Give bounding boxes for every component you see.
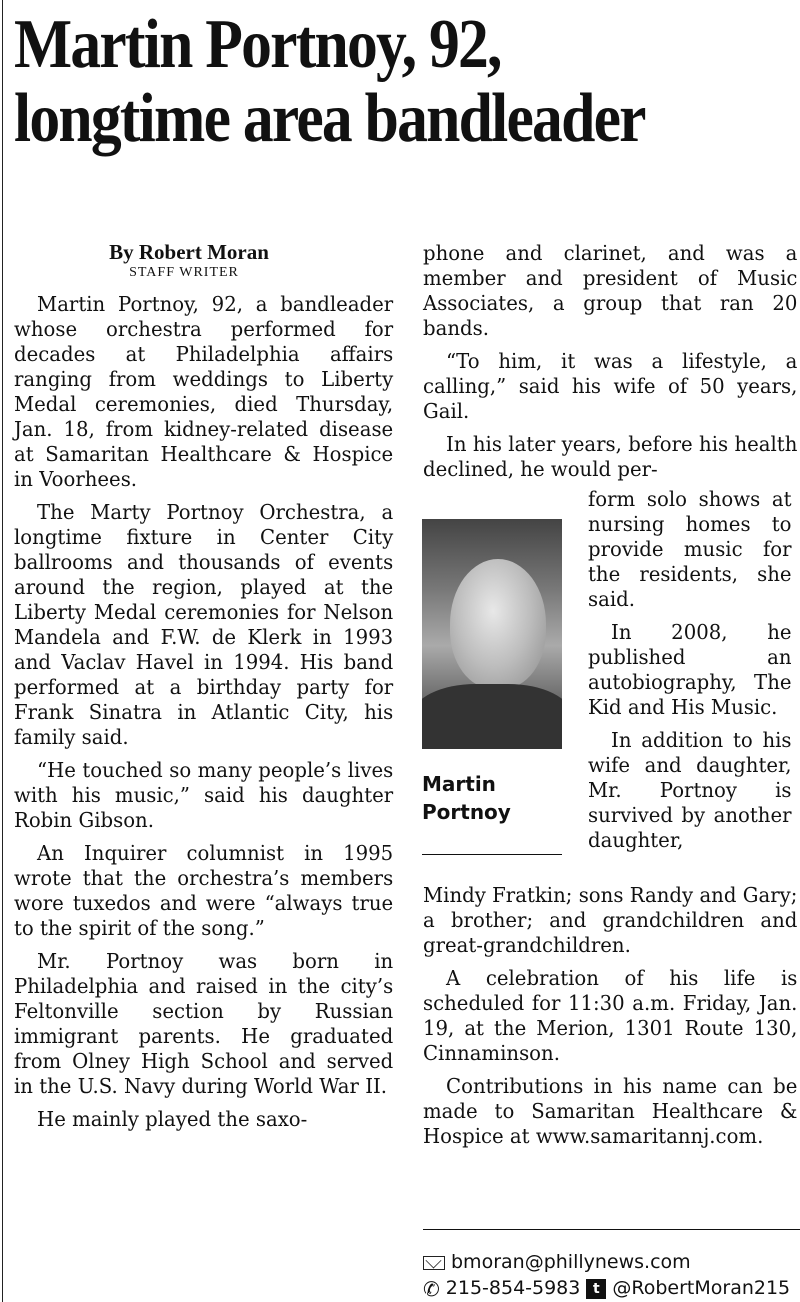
portrait-face [450, 559, 546, 689]
twitter-handle[interactable]: @RobertMoran215 [612, 1277, 791, 1299]
article-column-right-bottom [423, 883, 797, 1157]
paragraph: In his later years, before his health declined, he would per- [423, 432, 798, 481]
paragraph: “He touched so many people’s lives with his music,” said his daughter Robin Gibson. [14, 758, 394, 832]
contact-phone [423, 1276, 790, 1301]
caption-line-1: Martin [422, 772, 496, 796]
article-column-wrap [588, 487, 792, 861]
contact-email [423, 1250, 691, 1274]
paragraph: form solo shows at nursing homes to provide music for the residents, she said. [588, 487, 792, 611]
paragraph: Mr. Portnoy was born in Philadelphia and raised in the city’s Feltonville section by Russian immigrant parents. He graduated from Olney High School and served in the U.S. Navy during World War II. [14, 949, 394, 1098]
envelope-icon [423, 1256, 445, 1270]
portrait-photo [422, 519, 562, 749]
paragraph: Mindy Fratkin; sons Randy and Gary; a brother; and grandchildren and great-grandchildren. [423, 883, 798, 957]
paragraph: A celebration of his life is scheduled for 11:30 a.m. Friday, Jan. 19, at the Merion, 1301 Route 130, Cinnaminson. [423, 966, 798, 1065]
paragraph: The Marty Portnoy Orchestra, a longtime fixture in Center City ballrooms and thousands of events around the region, played at the Liberty Medal ceremonies for Nelson Mandela and F.W. de Klerk in 1993 and Vaclav Havel in 1994. His band performed at a birthday party for Frank Sinatra in Atlantic City, his family said. [14, 500, 394, 749]
caption-rule [422, 854, 562, 855]
headline [14, 8, 704, 156]
photo-caption [422, 770, 562, 826]
byline-author: By Robert Moran [109, 240, 269, 264]
email-address[interactable]: bmoran@phillynews.com [451, 1251, 691, 1273]
contact-rule [423, 1229, 800, 1230]
paragraph: phone and clarinet, and was a member and president of Music Associates, a group that ran 20 bands. [423, 241, 798, 340]
paragraph: In addition to his wife and daughter, Mr. Portnoy is survived by another daughter, [588, 728, 792, 852]
paragraph: “To him, it was a lifestyle, a calling,” said his wife of 50 years, Gail. [423, 349, 798, 423]
article-column-left [14, 292, 393, 1140]
paragraph: In 2008, he published an autobiography, The Kid and His Music. [588, 620, 792, 719]
byline [14, 240, 394, 281]
paragraph: Martin Portnoy, 92, a bandleader whose orchestra performed for decades at Philadelphia affairs ranging from weddings to Liberty Medal ceremonies, died Thursday, Jan. 18, from kidney-related disease at Samaritan Healthcare & Hospice in Voorhees. [14, 292, 394, 491]
headline-line-2: longtime area bandleader [14, 80, 645, 157]
phone-icon: ✆ [423, 1276, 440, 1301]
caption-line-2: Portnoy [422, 800, 511, 824]
headline-line-1: Martin Portnoy, 92, [14, 6, 501, 83]
phone-number: 215-854-5983 [445, 1277, 581, 1299]
paragraph: Contributions in his name can be made to Samaritan Healthcare & Hospice at www.samaritannj.com. [423, 1074, 798, 1148]
column-rule [2, 0, 3, 1302]
paragraph: He mainly played the saxo- [37, 1107, 308, 1131]
twitter-icon: t [586, 1279, 606, 1299]
paragraph: An Inquirer columnist in 1995 wrote that the orchestra’s members wore tuxedos and were “always true to the spirit of the song.” [14, 841, 394, 940]
article-column-right-top [423, 241, 797, 490]
byline-role: STAFF WRITER [129, 265, 239, 280]
portrait-shoulders [422, 684, 562, 749]
